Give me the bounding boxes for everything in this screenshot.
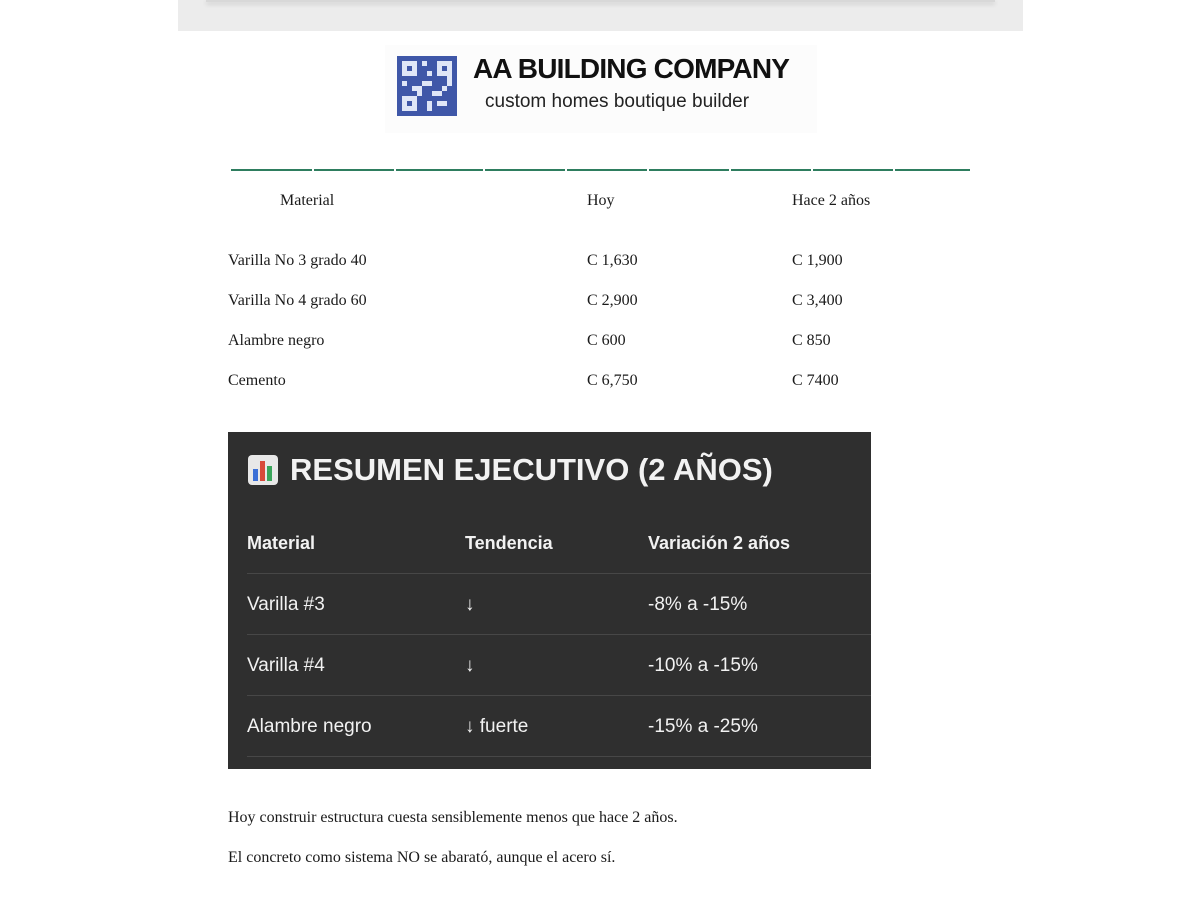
summary-title-text: RESUMEN EJECUTIVO (2 AÑOS) [290, 452, 773, 487]
table-row [228, 328, 928, 368]
column-header-hace: Hace 2 años [792, 192, 871, 209]
company-logo [385, 45, 817, 133]
table-row [247, 634, 871, 695]
summary-table [247, 513, 871, 757]
price-today-cell: C 6,750 [587, 372, 638, 389]
trend-cell: ↓ [465, 594, 475, 615]
variation-cell: -15% a -25% [648, 716, 758, 737]
price-past-cell: C 3,400 [792, 292, 843, 309]
material-cell: Alambre negro [228, 332, 325, 349]
table-row [228, 288, 928, 328]
material-cell: Varilla #3 [247, 594, 325, 615]
table-row [247, 573, 871, 634]
variation-cell: -8% a -15% [648, 594, 748, 615]
page-shadow [206, 0, 995, 2]
executive-summary [228, 432, 871, 769]
price-today-cell: C 2,900 [587, 292, 638, 309]
bar-chart-icon [248, 455, 278, 485]
material-cell: Cemento [228, 372, 286, 389]
column-header-material: Material [280, 192, 335, 209]
column-header-material: Material [247, 533, 316, 553]
column-header-tendencia: Tendencia [465, 533, 553, 553]
price-today-cell: C 600 [587, 332, 626, 349]
company-tagline: custom homes boutique builder [485, 91, 750, 112]
material-cell: Varilla No 3 grado 40 [228, 252, 367, 269]
price-table-header [228, 188, 928, 216]
trend-cell: ↓ fuerte [465, 716, 529, 737]
column-header-hoy: Hoy [587, 192, 615, 209]
table-row [247, 695, 871, 757]
summary-title [248, 452, 773, 488]
previous-page-edge [178, 0, 1023, 31]
price-today-cell: C 1,630 [587, 252, 638, 269]
table-row [228, 248, 928, 288]
material-cell: Alambre negro [247, 716, 372, 737]
conclusion-paragraph: Hoy construir estructura cuesta sensiblemente menos que hace 2 años. [228, 809, 678, 826]
conclusion-paragraph: El concreto como sistema NO se abarató, aunque el acero sí. [228, 849, 616, 866]
variation-cell: -10% a -15% [648, 655, 758, 676]
company-name: AA BUILDING COMPANY [473, 53, 790, 84]
price-past-cell: C 7400 [792, 372, 839, 389]
material-cell: Varilla #4 [247, 655, 325, 676]
material-cell: Varilla No 4 grado 60 [228, 292, 367, 309]
section-divider [231, 169, 970, 171]
column-header-variacion: Variación 2 años [648, 533, 791, 553]
trend-cell: ↓ [465, 655, 475, 676]
price-past-cell: C 1,900 [792, 252, 843, 269]
qr-code-icon [397, 56, 457, 116]
summary-table-header [247, 513, 871, 573]
table-row [228, 368, 928, 408]
price-past-cell: C 850 [792, 332, 831, 349]
price-comparison-table [228, 188, 928, 389]
